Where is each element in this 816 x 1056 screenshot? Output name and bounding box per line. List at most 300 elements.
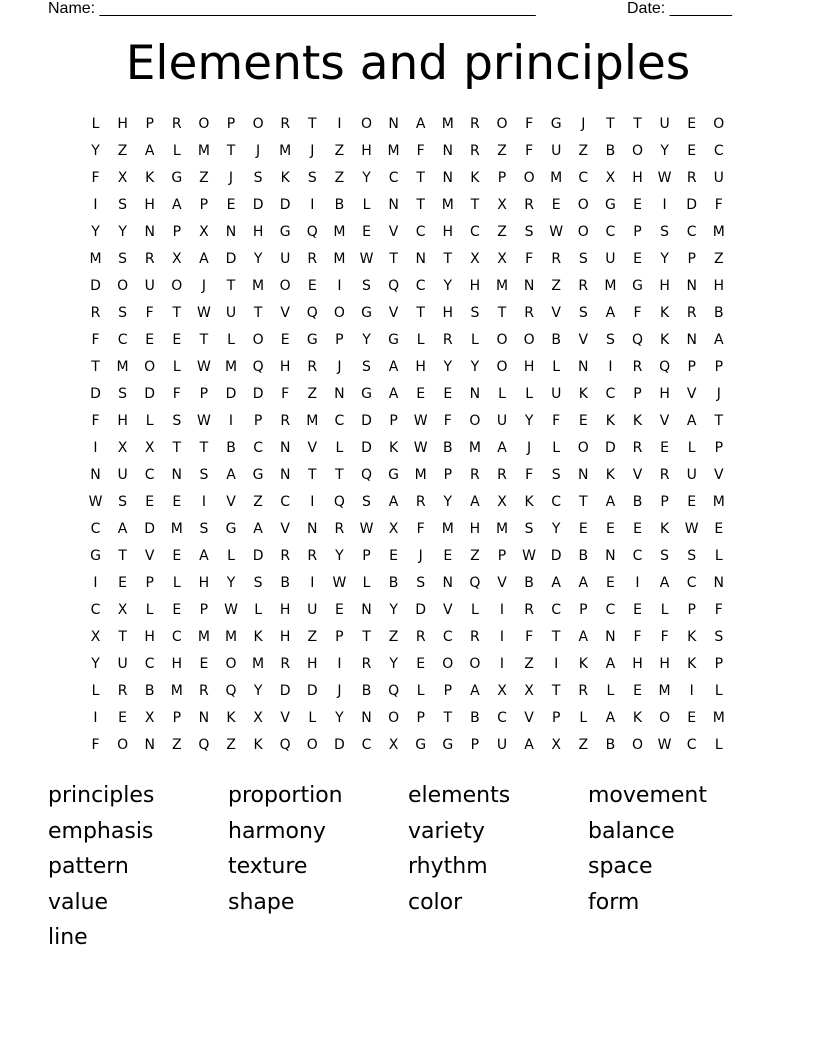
- grid-cell: P: [714, 656, 724, 672]
- grid-cell: D: [605, 440, 616, 456]
- grid-cell: F: [416, 143, 425, 159]
- grid-cell: M: [116, 359, 129, 375]
- grid-cell: R: [659, 467, 670, 483]
- grid-cell: E: [226, 197, 236, 213]
- grid-cell: R: [686, 170, 697, 186]
- grid-cell: F: [525, 143, 534, 159]
- grid-cell: W: [657, 737, 672, 753]
- grid-cell: O: [117, 737, 129, 753]
- grid-cell: G: [604, 197, 616, 213]
- grid-cell: F: [525, 629, 534, 645]
- grid-cell: L: [362, 575, 371, 591]
- grid-cell: Q: [306, 224, 318, 240]
- grid-cell: H: [252, 224, 264, 240]
- grid-cell: R: [280, 413, 291, 429]
- grid-cell: T: [308, 116, 317, 132]
- grid-cell: X: [497, 494, 507, 510]
- grid-cell: E: [633, 251, 642, 267]
- grid-cell: O: [523, 332, 535, 348]
- grid-cell: Y: [443, 359, 453, 375]
- grid-cell: V: [551, 305, 561, 321]
- grid-cell: X: [551, 737, 561, 753]
- grid-cell: T: [551, 629, 561, 645]
- grid-cell: W: [657, 170, 672, 186]
- grid-cell: L: [687, 440, 696, 456]
- word-list-item: space: [588, 854, 653, 879]
- grid-cell: Q: [360, 467, 373, 483]
- grid-cell: A: [605, 710, 616, 726]
- grid-cell: L: [416, 683, 425, 699]
- grid-row: [82, 381, 732, 408]
- grid-cell: D: [306, 683, 318, 699]
- grid-cell: R: [470, 116, 480, 132]
- word-list-item: proportion: [228, 783, 343, 808]
- grid-row: [82, 138, 732, 165]
- grid-cell: B: [578, 548, 589, 564]
- grid-cell: D: [90, 386, 101, 402]
- grid-cell: A: [578, 629, 589, 645]
- grid-cell: P: [199, 386, 209, 402]
- grid-cell: T: [416, 305, 425, 321]
- grid-cell: D: [279, 683, 291, 699]
- grid-cell: R: [470, 629, 480, 645]
- grid-cell: T: [389, 251, 398, 267]
- grid-cell: U: [496, 737, 508, 753]
- grid-cell: C: [578, 170, 589, 186]
- grid-cell: E: [389, 548, 399, 564]
- grid-cell: E: [443, 386, 453, 402]
- grid-cell: E: [172, 494, 182, 510]
- grid-cell: E: [687, 494, 697, 510]
- grid-cell: C: [605, 602, 616, 618]
- grid-cell: H: [469, 521, 481, 537]
- grid-cell: C: [632, 548, 643, 564]
- grid-cell: O: [631, 737, 644, 753]
- name-label: Name: _________________________________________________: [48, 0, 536, 17]
- grid-cell: Z: [470, 548, 480, 564]
- grid-cell: G: [388, 467, 400, 483]
- grid-cell: P: [335, 629, 344, 645]
- grid-cell: K: [280, 170, 290, 186]
- grid-cell: B: [442, 440, 453, 456]
- grid-cell: C: [551, 494, 562, 510]
- grid-cell: N: [578, 359, 589, 375]
- grid-cell: I: [635, 575, 640, 591]
- grid-cell: L: [470, 602, 479, 618]
- grid-cell: M: [441, 116, 454, 132]
- grid-cell: J: [337, 683, 342, 699]
- grid-cell: D: [686, 197, 698, 213]
- grid-cell: G: [171, 170, 183, 186]
- grid-cell: Z: [524, 656, 534, 672]
- grid-cell: R: [334, 521, 345, 537]
- grid-cell: M: [495, 278, 509, 294]
- grid-cell: C: [388, 170, 399, 186]
- grid-cell: T: [199, 440, 209, 456]
- grid-cell: N: [144, 737, 155, 753]
- grid-cell: E: [633, 602, 642, 618]
- grid-cell: V: [388, 224, 399, 240]
- grid-cell: O: [577, 224, 589, 240]
- grid-cell: W: [522, 548, 537, 564]
- grid-cell: N: [605, 548, 616, 564]
- grid-cell: F: [714, 197, 723, 213]
- grid-cell: K: [687, 629, 697, 645]
- grid-cell: M: [224, 629, 238, 645]
- grid-cell: N: [686, 332, 697, 348]
- grid-cell: Y: [335, 710, 344, 726]
- grid-cell: K: [632, 413, 643, 429]
- grid-cell: Q: [306, 305, 318, 321]
- grid-cell: O: [225, 656, 237, 672]
- grid-cell: B: [713, 305, 724, 321]
- grid-cell: H: [117, 413, 128, 429]
- grid-cell: W: [413, 440, 428, 456]
- grid-row: [82, 705, 732, 732]
- grid-cell: Z: [199, 170, 209, 186]
- grid-cell: R: [280, 656, 291, 672]
- grid-cell: I: [337, 278, 342, 294]
- grid-cell: O: [306, 737, 318, 753]
- grid-cell: M: [252, 278, 265, 294]
- grid-cell: T: [226, 143, 236, 159]
- grid-cell: N: [415, 251, 426, 267]
- grid-cell: J: [527, 440, 532, 456]
- grid-cell: M: [387, 143, 400, 159]
- grid-cell: A: [605, 656, 616, 672]
- grid-cell: M: [658, 683, 671, 699]
- grid-cell: H: [632, 170, 643, 186]
- grid-cell: C: [90, 602, 101, 618]
- grid-cell: Z: [226, 737, 236, 753]
- grid-cell: E: [280, 332, 290, 348]
- grid-cell: W: [196, 305, 211, 321]
- grid-cell: R: [171, 116, 182, 132]
- grid-cell: M: [468, 440, 481, 456]
- grid-cell: H: [659, 278, 670, 294]
- grid-cell: A: [551, 575, 561, 591]
- word-list-item: pattern: [48, 854, 129, 879]
- grid-cell: T: [118, 629, 127, 645]
- grid-cell: L: [660, 602, 669, 618]
- grid-cell: C: [361, 737, 372, 753]
- grid-cell: P: [172, 710, 182, 726]
- grid-cell: A: [144, 143, 155, 159]
- grid-cell: O: [144, 359, 156, 375]
- grid-cell: H: [198, 575, 210, 591]
- grid-cell: H: [307, 656, 318, 672]
- grid-cell: Y: [389, 602, 398, 618]
- grid-cell: D: [279, 197, 291, 213]
- grid-cell: Z: [714, 251, 724, 267]
- grid-cell: Q: [388, 683, 400, 699]
- grid-cell: V: [280, 521, 290, 537]
- grid-cell: S: [714, 629, 724, 645]
- grid-cell: Y: [660, 143, 669, 159]
- grid-cell: T: [606, 116, 615, 132]
- grid-cell: G: [306, 332, 318, 348]
- grid-cell: K: [578, 656, 588, 672]
- grid-cell: R: [307, 359, 318, 375]
- grid-cell: F: [525, 251, 534, 267]
- grid-cell: C: [280, 494, 291, 510]
- grid-cell: A: [415, 116, 426, 132]
- grid-cell: J: [581, 116, 586, 132]
- grid-cell: D: [144, 521, 156, 537]
- grid-cell: Y: [118, 224, 127, 240]
- grid-cell: W: [196, 413, 211, 429]
- grid-cell: I: [201, 494, 206, 510]
- grid-cell: H: [279, 359, 291, 375]
- word-list-item: harmony: [228, 818, 326, 844]
- grid-cell: H: [171, 656, 183, 672]
- word-list-item: texture: [228, 854, 308, 879]
- grid-cell: Y: [91, 656, 100, 672]
- grid-cell: T: [443, 710, 453, 726]
- grid-cell: O: [252, 332, 264, 348]
- grid-cell: T: [714, 413, 724, 429]
- grid-cell: C: [90, 521, 101, 537]
- grid-row: [82, 516, 732, 543]
- grid-cell: O: [523, 170, 535, 186]
- grid-cell: K: [660, 521, 670, 537]
- grid-cell: S: [362, 278, 371, 294]
- grid-cell: O: [469, 656, 481, 672]
- grid-cell: T: [308, 467, 317, 483]
- grid-cell: M: [441, 197, 454, 213]
- grid-cell: R: [415, 494, 426, 510]
- grid-cell: K: [687, 656, 697, 672]
- grid-cell: S: [578, 251, 588, 267]
- grid-cell: E: [660, 440, 670, 456]
- grid-cell: U: [117, 467, 128, 483]
- grid-cell: L: [227, 548, 235, 564]
- grid-cell: G: [550, 116, 562, 132]
- grid-cell: E: [578, 413, 588, 429]
- grid-cell: C: [171, 629, 182, 645]
- grid-cell: R: [442, 332, 453, 348]
- grid-cell: H: [144, 197, 155, 213]
- grid-cell: C: [117, 332, 128, 348]
- grid-cell: O: [631, 143, 644, 159]
- grid-cell: P: [145, 575, 154, 591]
- grid-cell: I: [310, 197, 315, 213]
- word-list-item: variety: [408, 818, 485, 844]
- grid-cell: O: [360, 116, 373, 132]
- grid-cell: S: [551, 467, 561, 483]
- grid-cell: E: [687, 116, 697, 132]
- grid-cell: N: [225, 224, 237, 240]
- grid-cell: N: [279, 467, 291, 483]
- grid-cell: A: [226, 467, 236, 483]
- grid-cell: J: [310, 143, 315, 159]
- grid-cell: A: [388, 494, 399, 510]
- grid-cell: R: [90, 305, 101, 321]
- grid-cell: Q: [225, 683, 237, 699]
- grid-cell: J: [418, 548, 423, 564]
- grid-cell: F: [525, 467, 534, 483]
- grid-cell: T: [172, 305, 182, 321]
- grid-cell: B: [470, 710, 480, 726]
- grid-cell: Z: [497, 143, 507, 159]
- grid-row: [82, 570, 732, 597]
- grid-cell: W: [88, 494, 103, 510]
- grid-cell: S: [118, 305, 128, 321]
- grid-cell: P: [172, 224, 182, 240]
- grid-cell: O: [252, 116, 264, 132]
- grid-cell: N: [144, 224, 155, 240]
- grid-cell: V: [497, 575, 507, 591]
- grid-cell: L: [172, 359, 181, 375]
- grid-cell: G: [225, 521, 237, 537]
- grid-row: [82, 678, 732, 705]
- grid-cell: I: [310, 494, 315, 510]
- grid-cell: I: [499, 656, 505, 672]
- grid-cell: S: [416, 575, 426, 591]
- grid-cell: S: [470, 305, 480, 321]
- grid-cell: S: [362, 359, 371, 375]
- grid-cell: I: [93, 440, 98, 456]
- grid-cell: V: [578, 332, 589, 348]
- grid-cell: K: [660, 332, 670, 348]
- grid-cell: P: [551, 710, 561, 726]
- grid-cell: R: [497, 467, 507, 483]
- grid-cell: X: [605, 170, 616, 186]
- grid-cell: C: [334, 413, 345, 429]
- grid-cell: W: [224, 602, 238, 618]
- grid-cell: H: [415, 359, 426, 375]
- grid-row: [82, 111, 732, 138]
- grid-cell: A: [470, 683, 480, 699]
- grid-row: [82, 435, 732, 462]
- grid-cell: G: [632, 278, 643, 294]
- grid-cell: S: [172, 413, 182, 429]
- grid-cell: U: [551, 386, 562, 402]
- grid-cell: T: [253, 305, 263, 321]
- grid-cell: A: [605, 305, 616, 321]
- grid-cell: K: [524, 494, 534, 510]
- grid-cell: F: [91, 737, 100, 753]
- grid-cell: Y: [335, 548, 344, 564]
- grid-cell: T: [335, 467, 344, 483]
- grid-cell: I: [93, 710, 98, 726]
- grid-cell: U: [117, 656, 128, 672]
- grid-cell: F: [91, 413, 100, 429]
- grid-cell: I: [93, 575, 98, 591]
- grid-cell: E: [687, 710, 697, 726]
- grid-cell: B: [605, 737, 616, 753]
- grid-cell: C: [415, 278, 426, 294]
- grid-cell: J: [228, 170, 234, 186]
- grid-cell: X: [144, 440, 155, 456]
- grid-cell: E: [118, 575, 128, 591]
- grid-cell: R: [686, 305, 697, 321]
- grid-cell: B: [388, 575, 399, 591]
- grid-cell: N: [361, 602, 372, 618]
- grid-cell: D: [334, 737, 345, 753]
- grid-cell: Y: [226, 575, 236, 591]
- grid-cell: T: [551, 683, 561, 699]
- grid-row: [82, 651, 732, 678]
- grid-cell: L: [308, 710, 317, 726]
- grid-cell: Q: [659, 359, 671, 375]
- grid-cell: F: [633, 629, 642, 645]
- grid-cell: R: [307, 251, 318, 267]
- grid-cell: P: [687, 359, 696, 375]
- grid-cell: M: [170, 521, 183, 537]
- word-list-item: line: [48, 925, 88, 950]
- grid-cell: N: [442, 170, 454, 186]
- grid-cell: J: [256, 143, 261, 159]
- grid-cell: H: [442, 305, 454, 321]
- grid-cell: P: [416, 710, 425, 726]
- grid-cell: P: [389, 413, 398, 429]
- grid-cell: R: [117, 683, 128, 699]
- grid-cell: D: [415, 602, 427, 618]
- grid-cell: H: [144, 629, 155, 645]
- grid-cell: K: [253, 737, 263, 753]
- word-list-item: movement: [588, 783, 707, 808]
- grid-cell: R: [280, 548, 291, 564]
- word-list-item: value: [48, 889, 109, 915]
- grid-cell: H: [659, 656, 670, 672]
- grid-cell: K: [660, 305, 670, 321]
- grid-cell: P: [633, 224, 642, 240]
- grid-cell: X: [199, 224, 209, 240]
- grid-cell: Q: [198, 737, 210, 753]
- grid-cell: Z: [388, 629, 399, 645]
- grid-cell: R: [632, 359, 643, 375]
- grid-cell: S: [524, 521, 534, 537]
- grid-cell: S: [118, 197, 128, 213]
- grid-cell: J: [201, 278, 206, 294]
- grid-cell: T: [579, 494, 588, 510]
- grid-cell: R: [144, 251, 155, 267]
- grid-cell: O: [388, 710, 400, 726]
- grid-cell: O: [117, 278, 129, 294]
- grid-cell: T: [416, 197, 425, 213]
- grid-cell: R: [470, 467, 480, 483]
- grid-cell: F: [714, 602, 723, 618]
- grid-cell: F: [91, 170, 100, 186]
- grid-cell: P: [714, 359, 724, 375]
- grid-cell: P: [470, 737, 480, 753]
- grid-cell: C: [442, 629, 453, 645]
- grid-cell: F: [552, 413, 561, 429]
- grid-cell: H: [659, 386, 670, 402]
- grid-cell: I: [310, 575, 315, 591]
- grid-cell: U: [307, 602, 318, 618]
- grid-cell: T: [226, 278, 236, 294]
- grid-row: [82, 300, 732, 327]
- grid-cell: S: [524, 224, 534, 240]
- grid-cell: Y: [660, 251, 669, 267]
- grid-cell: T: [470, 197, 480, 213]
- grid-cell: S: [253, 575, 263, 591]
- grid-cell: P: [199, 197, 209, 213]
- grid-cell: Y: [253, 683, 263, 699]
- grid-cell: Y: [253, 251, 263, 267]
- grid-cell: Z: [578, 143, 589, 159]
- grid-cell: E: [578, 521, 588, 537]
- grid-cell: L: [416, 332, 425, 348]
- grid-cell: V: [280, 710, 290, 726]
- grid-cell: Q: [252, 359, 264, 375]
- grid-cell: X: [388, 737, 399, 753]
- grid-cell: N: [442, 143, 454, 159]
- grid-cell: G: [252, 467, 264, 483]
- grid-cell: E: [687, 143, 697, 159]
